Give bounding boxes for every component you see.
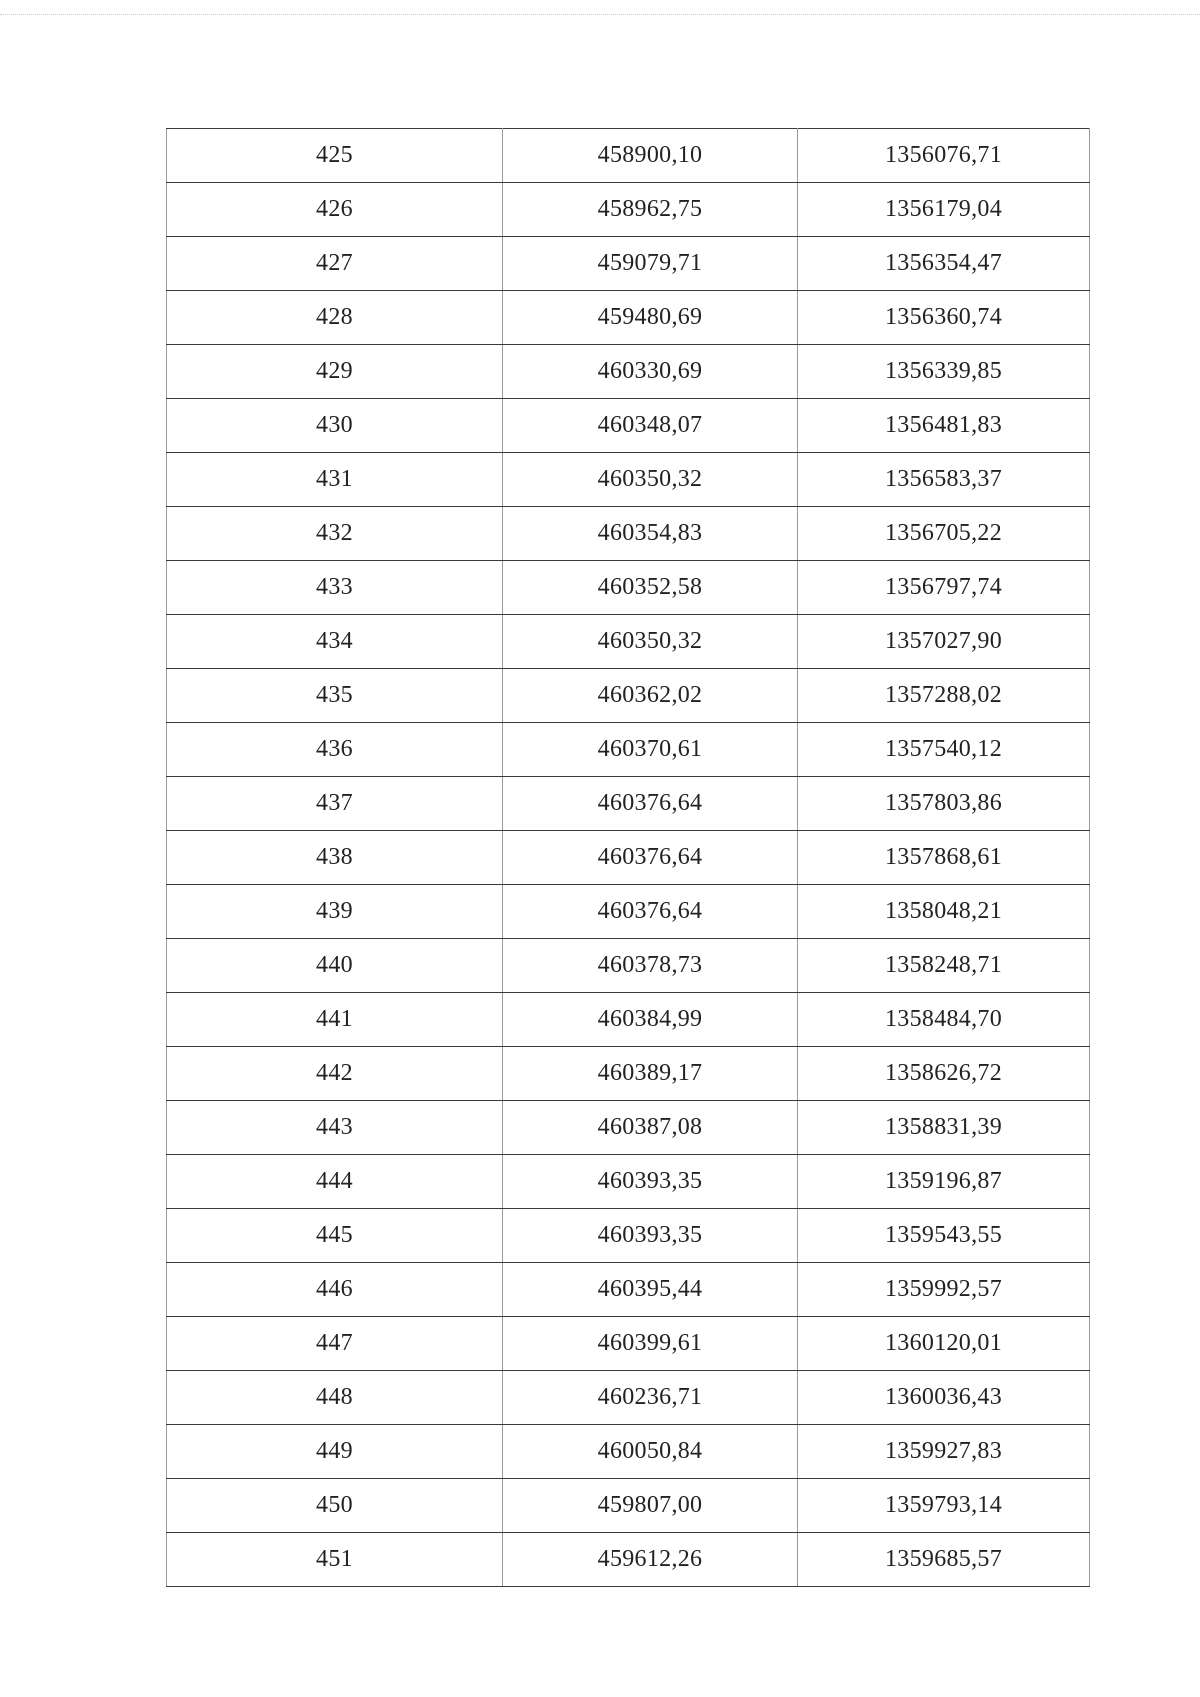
y-coordinate-cell: 1357868,61 (798, 831, 1090, 885)
x-coordinate-cell: 460395,44 (503, 1263, 798, 1317)
coordinates-table-container (166, 128, 1090, 1587)
y-coordinate-cell: 1356076,71 (798, 129, 1090, 183)
x-coordinate-cell: 460348,07 (503, 399, 798, 453)
table-row (167, 1317, 1090, 1371)
point-number-cell: 444 (167, 1155, 503, 1209)
y-coordinate-cell: 1357540,12 (798, 723, 1090, 777)
y-coordinate-cell: 1359685,57 (798, 1533, 1090, 1587)
x-coordinate-cell: 460399,61 (503, 1317, 798, 1371)
table-row (167, 1101, 1090, 1155)
x-coordinate-cell: 458900,10 (503, 129, 798, 183)
table-row (167, 1209, 1090, 1263)
point-number-cell: 443 (167, 1101, 503, 1155)
table-row (167, 183, 1090, 237)
x-coordinate-cell: 460378,73 (503, 939, 798, 993)
x-coordinate-cell: 460354,83 (503, 507, 798, 561)
x-coordinate-cell: 460376,64 (503, 777, 798, 831)
y-coordinate-cell: 1356705,22 (798, 507, 1090, 561)
x-coordinate-cell: 460352,58 (503, 561, 798, 615)
y-coordinate-cell: 1359793,14 (798, 1479, 1090, 1533)
scan-top-edge (0, 14, 1200, 15)
x-coordinate-cell: 459480,69 (503, 291, 798, 345)
x-coordinate-cell: 460384,99 (503, 993, 798, 1047)
table-row (167, 1155, 1090, 1209)
point-number-cell: 446 (167, 1263, 503, 1317)
coordinates-table-body (167, 129, 1090, 1587)
y-coordinate-cell: 1356797,74 (798, 561, 1090, 615)
table-row (167, 291, 1090, 345)
y-coordinate-cell: 1356339,85 (798, 345, 1090, 399)
x-coordinate-cell: 459612,26 (503, 1533, 798, 1587)
y-coordinate-cell: 1356179,04 (798, 183, 1090, 237)
table-row (167, 237, 1090, 291)
y-coordinate-cell: 1358626,72 (798, 1047, 1090, 1101)
table-row (167, 1479, 1090, 1533)
y-coordinate-cell: 1358831,39 (798, 1101, 1090, 1155)
table-row (167, 669, 1090, 723)
point-number-cell: 445 (167, 1209, 503, 1263)
table-row (167, 831, 1090, 885)
y-coordinate-cell: 1357288,02 (798, 669, 1090, 723)
table-row (167, 1533, 1090, 1587)
table-row (167, 345, 1090, 399)
table-row (167, 399, 1090, 453)
point-number-cell: 433 (167, 561, 503, 615)
table-row (167, 939, 1090, 993)
table-row (167, 1047, 1090, 1101)
y-coordinate-cell: 1360036,43 (798, 1371, 1090, 1425)
point-number-cell: 432 (167, 507, 503, 561)
table-row (167, 885, 1090, 939)
point-number-cell: 437 (167, 777, 503, 831)
y-coordinate-cell: 1359927,83 (798, 1425, 1090, 1479)
y-coordinate-cell: 1357027,90 (798, 615, 1090, 669)
x-coordinate-cell: 460376,64 (503, 831, 798, 885)
point-number-cell: 428 (167, 291, 503, 345)
point-number-cell: 449 (167, 1425, 503, 1479)
point-number-cell: 427 (167, 237, 503, 291)
x-coordinate-cell: 460376,64 (503, 885, 798, 939)
y-coordinate-cell: 1360120,01 (798, 1317, 1090, 1371)
point-number-cell: 450 (167, 1479, 503, 1533)
point-number-cell: 431 (167, 453, 503, 507)
x-coordinate-cell: 460350,32 (503, 615, 798, 669)
table-row (167, 993, 1090, 1047)
point-number-cell: 434 (167, 615, 503, 669)
table-row (167, 777, 1090, 831)
y-coordinate-cell: 1357803,86 (798, 777, 1090, 831)
table-row (167, 453, 1090, 507)
point-number-cell: 439 (167, 885, 503, 939)
y-coordinate-cell: 1358248,71 (798, 939, 1090, 993)
point-number-cell: 436 (167, 723, 503, 777)
point-number-cell: 442 (167, 1047, 503, 1101)
table-row (167, 507, 1090, 561)
point-number-cell: 430 (167, 399, 503, 453)
point-number-cell: 426 (167, 183, 503, 237)
point-number-cell: 441 (167, 993, 503, 1047)
x-coordinate-cell: 459807,00 (503, 1479, 798, 1533)
y-coordinate-cell: 1356481,83 (798, 399, 1090, 453)
table-row (167, 561, 1090, 615)
y-coordinate-cell: 1358484,70 (798, 993, 1090, 1047)
point-number-cell: 438 (167, 831, 503, 885)
x-coordinate-cell: 459079,71 (503, 237, 798, 291)
x-coordinate-cell: 460370,61 (503, 723, 798, 777)
x-coordinate-cell: 460393,35 (503, 1209, 798, 1263)
table-row (167, 129, 1090, 183)
x-coordinate-cell: 460387,08 (503, 1101, 798, 1155)
point-number-cell: 435 (167, 669, 503, 723)
table-row (167, 615, 1090, 669)
x-coordinate-cell: 460393,35 (503, 1155, 798, 1209)
x-coordinate-cell: 460236,71 (503, 1371, 798, 1425)
point-number-cell: 448 (167, 1371, 503, 1425)
y-coordinate-cell: 1356354,47 (798, 237, 1090, 291)
y-coordinate-cell: 1359196,87 (798, 1155, 1090, 1209)
coordinates-table (166, 128, 1090, 1587)
x-coordinate-cell: 460389,17 (503, 1047, 798, 1101)
point-number-cell: 440 (167, 939, 503, 993)
x-coordinate-cell: 460050,84 (503, 1425, 798, 1479)
point-number-cell: 425 (167, 129, 503, 183)
y-coordinate-cell: 1359543,55 (798, 1209, 1090, 1263)
y-coordinate-cell: 1356583,37 (798, 453, 1090, 507)
table-row (167, 1425, 1090, 1479)
table-row (167, 1371, 1090, 1425)
x-coordinate-cell: 458962,75 (503, 183, 798, 237)
point-number-cell: 447 (167, 1317, 503, 1371)
x-coordinate-cell: 460350,32 (503, 453, 798, 507)
table-row (167, 1263, 1090, 1317)
point-number-cell: 451 (167, 1533, 503, 1587)
point-number-cell: 429 (167, 345, 503, 399)
y-coordinate-cell: 1358048,21 (798, 885, 1090, 939)
table-row (167, 723, 1090, 777)
y-coordinate-cell: 1356360,74 (798, 291, 1090, 345)
x-coordinate-cell: 460330,69 (503, 345, 798, 399)
x-coordinate-cell: 460362,02 (503, 669, 798, 723)
y-coordinate-cell: 1359992,57 (798, 1263, 1090, 1317)
